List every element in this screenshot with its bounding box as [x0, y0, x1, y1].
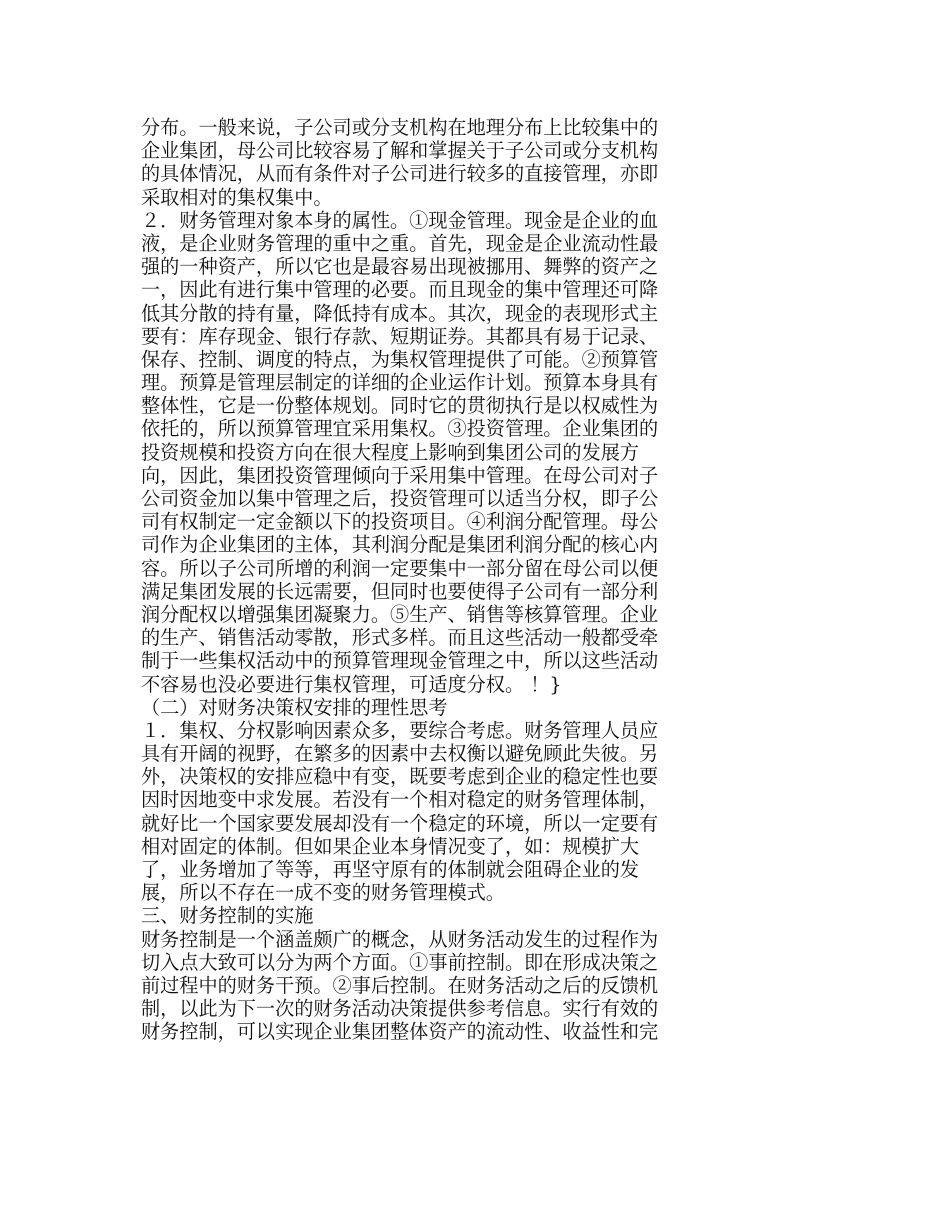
text-line: 向，因此，集团投资管理倾向于采用集中管理。在母公司对子: [141, 463, 659, 487]
text-line: 切入点大致可以分为两个方面。①事前控制。即在形成决策之: [141, 950, 659, 974]
text-line: 前过程中的财务干预。②事后控制。在财务活动之后的反馈机: [141, 973, 659, 997]
text-line: 的生产、销售活动零散，形式多样。而且这些活动一般都受牵: [141, 626, 659, 650]
text-line: 低其分散的持有量，降低持有成本。其次，现金的表现形式主: [141, 301, 659, 325]
text-line: 要有：库存现金、银行存款、短期证券。其都具有易于记录、: [141, 324, 659, 348]
text-line: 具有开阔的视野，在繁多的因素中去权衡以避免顾此失彼。另: [141, 742, 659, 766]
text-line: １．集权、分权影响因素众多，要综合考虑。财务管理人员应: [141, 718, 659, 742]
text-line: 财务控制是一个涵盖颇广的概念，从财务活动发生的过程作为: [141, 927, 659, 951]
section-heading: （二）对财务决策权安排的理性思考: [141, 695, 448, 719]
text-line: 采取相对的集权集中。: [141, 185, 333, 209]
text-line: 了，业务增加了等等，再坚守原有的体制就会阻碍企业的发: [141, 858, 640, 881]
text-line: 润分配权以增强集团凝聚力。⑤生产、销售等核算管理。企业: [141, 602, 659, 626]
text-line: 司作为企业集团的主体，其利润分配是集团利润分配的核心内: [141, 533, 659, 557]
text-line: 因时因地变中求发展。若没有一个相对稳定的财务管理体制，: [141, 788, 659, 812]
text-line: 外，决策权的安排应稳中有变，既要考虑到企业的稳定性也要: [141, 765, 659, 789]
text-line: 液，是企业财务管理的重中之重。首先，现金是企业流动性最: [141, 231, 659, 255]
text-line: 一，因此有进行集中管理的必要。而且现金的集中管理还可降: [141, 278, 659, 302]
text-line: 制于一些集权活动中的预算管理现金管理之中，所以这些活动: [141, 649, 659, 673]
text-line: 容。所以子公司所增的利润一定要集中一部分留在母公司以便: [141, 556, 659, 580]
text-line: 保存、控制、调度的特点，为集权管理提供了可能。②预算管: [141, 347, 659, 371]
text-line: 整体性，它是一份整体规划。同时它的贯彻执行是以权威性为: [141, 394, 659, 418]
text-line: 制，以此为下一次的财务活动决策提供参考信息。实行有效的: [141, 997, 659, 1021]
text-line: 投资规模和投资方向在很大程度上影响到集团公司的发展方: [141, 440, 640, 464]
text-line: 不容易也没必要进行集权管理，可适度分权。 ！}: [141, 672, 562, 696]
text-line: 强的一种资产，所以它也是最容易出现被挪用、舞弊的资产之: [141, 255, 659, 279]
text-line: 的具体情况，从而有条件对子公司进行较多的直接管理，亦即: [141, 162, 659, 186]
section-heading: 三、财务控制的实施: [141, 904, 314, 928]
text-line: 公司资金加以集中管理之后，投资管理可以适当分权，即子公: [141, 487, 659, 510]
text-line: 分布。一般来说，子公司或分支机构在地理分布上比较集中的: [141, 116, 659, 139]
text-line: 理。预算是管理层制定的详细的企业运作计划。预算本身具有: [141, 371, 659, 395]
text-line: 企业集团，母公司比较容易了解和掌握关于子公司或分支机构: [141, 139, 659, 163]
text-line: 展，所以不存在一成不变的财务管理模式。: [141, 881, 505, 905]
text-line: 依托的，所以预算管理宜采用集权。③投资管理。企业集团的: [141, 417, 659, 441]
text-line: 财务控制，可以实现企业集团整体资产的流动性、收益性和完: [141, 1020, 659, 1044]
text-line: 司有权制定一定金额以下的投资项目。④利润分配管理。母公: [141, 510, 659, 534]
section-heading: ２．财务管理对象本身的属性。①现金管理。现金是企业的血: [141, 208, 659, 232]
text-line: 就好比一个国家要发展却没有一个稳定的环境，所以一定要有: [141, 811, 659, 835]
text-line: 满足集团发展的长远需要，但同时也要使得子公司有一部分利: [141, 579, 659, 603]
document-body: [141, 116, 741, 1044]
text-line: 相对固定的体制。但如果企业本身情况变了，如：规模扩大: [141, 834, 640, 858]
